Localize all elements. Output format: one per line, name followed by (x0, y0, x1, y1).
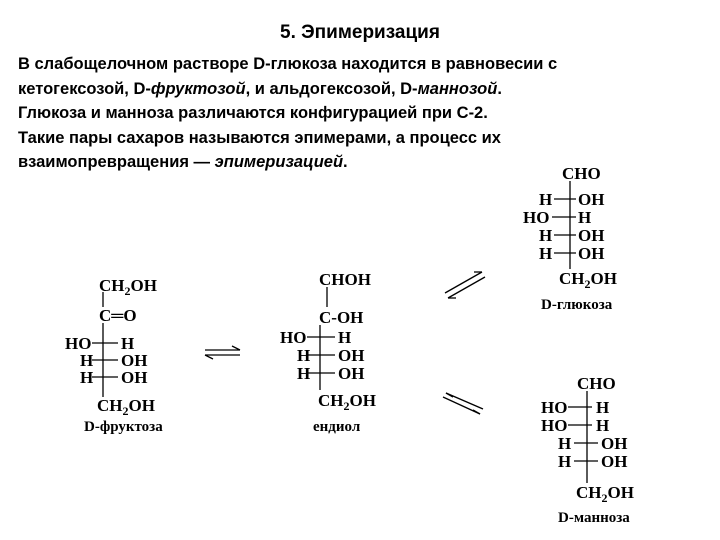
fructose-c5-left: H (80, 368, 94, 387)
fructose-c4-right: OH (121, 351, 148, 370)
text-line-3: Глюкоза и манноза различаются конфигурацией при С-2. (18, 104, 488, 122)
glucose-c4-right: OH (578, 226, 605, 245)
glucose-c6-label (559, 270, 617, 290)
glucose-c5-left: H (539, 244, 553, 263)
fructose-c4-left: H (80, 351, 94, 370)
text-fragment: . (343, 153, 348, 171)
mannose-c3-left: HO (541, 416, 568, 435)
glucose-c4-left: H (539, 226, 553, 245)
enediol-c4-left: H (297, 346, 311, 365)
mannose-c2-left: HO (541, 398, 568, 417)
enediol-c3-left: HO (280, 328, 307, 347)
text-fragment: кетогексозой, D- (18, 79, 151, 98)
enediol-c1-label: CHOH (319, 270, 371, 289)
mannose-c3-right: H (596, 416, 610, 435)
formula-part: CH (318, 391, 344, 410)
equilibrium-arrow-enediol-mannose (443, 393, 483, 414)
text-fragment: взаимопревращения — (18, 153, 215, 171)
subscript: 2 (343, 399, 350, 413)
glucose-caption: D-глюкоза (541, 297, 613, 313)
mannose-c5-left: H (558, 452, 572, 471)
formula-part: OH (130, 276, 157, 295)
term-mannose: маннозой (417, 79, 498, 98)
fructose-c3-right: H (121, 334, 135, 353)
subscript: 2 (124, 284, 131, 298)
mannose-c4-right: OH (601, 434, 628, 453)
glucose-c3-right: H (578, 208, 592, 227)
glucose-c5-right: OH (578, 244, 605, 263)
subscript: 2 (584, 277, 591, 291)
text-fragment: . (497, 79, 502, 98)
term-epimerization: эпимеризацией (214, 153, 344, 171)
glucose-c3-left: HO (523, 208, 550, 227)
formula-part: CH (559, 269, 585, 288)
glucose-c1-label: CHO (562, 164, 601, 183)
formula-part: OH (607, 483, 634, 502)
formula-part: OH (128, 396, 155, 415)
enediol-c3-right: H (338, 328, 352, 347)
enediol-c6-label (318, 392, 376, 412)
mannose-c2-right: H (596, 398, 610, 417)
glucose-c2-left: H (539, 190, 553, 209)
fructose-c2-label: C═O (99, 306, 137, 325)
mannose-c6-label (576, 484, 634, 504)
subscript: 2 (122, 404, 129, 418)
formula-part: CH (97, 396, 123, 415)
mannose-c1-label: CHO (577, 374, 616, 393)
fructose-c1-label (99, 277, 157, 297)
enediol-c4-right: OH (338, 346, 365, 365)
term-fructose: фруктозой (150, 79, 246, 98)
formula-part: CH (99, 276, 125, 295)
fructose-c3-left: HO (65, 334, 92, 353)
mannose-c4-left: H (558, 434, 572, 453)
slide-title: 5. Эпимеризация (280, 22, 440, 43)
text-fragment: , и альдогексозой, D- (245, 79, 418, 98)
glucose-c2-right: OH (578, 190, 605, 209)
formula-part: OH (349, 391, 376, 410)
equilibrium-arrow-fructose-enediol (205, 346, 240, 359)
mannose-c5-right: OH (601, 452, 628, 471)
enediol-c5-right: OH (338, 364, 365, 383)
fructose-c5-right: OH (121, 368, 148, 387)
equilibrium-arrow-enediol-glucose (445, 272, 485, 298)
fructose-c6-label (97, 397, 155, 417)
formula-part: OH (590, 269, 617, 288)
enediol-c2-label: C-OH (319, 308, 364, 327)
enediol-c5-left: H (297, 364, 311, 383)
subscript: 2 (601, 491, 608, 505)
text-line-1: В слабощелочном растворе D-глюкоза находится в равновесии с (18, 55, 558, 73)
enediol-caption: ендиол (313, 419, 361, 435)
formula-part: CH (576, 483, 602, 502)
text-line-4: Такие пары сахаров называются эпимерами, а процесс их (18, 128, 501, 147)
mannose-caption: D-манноза (558, 510, 630, 526)
fructose-caption: D-фруктоза (84, 419, 163, 435)
